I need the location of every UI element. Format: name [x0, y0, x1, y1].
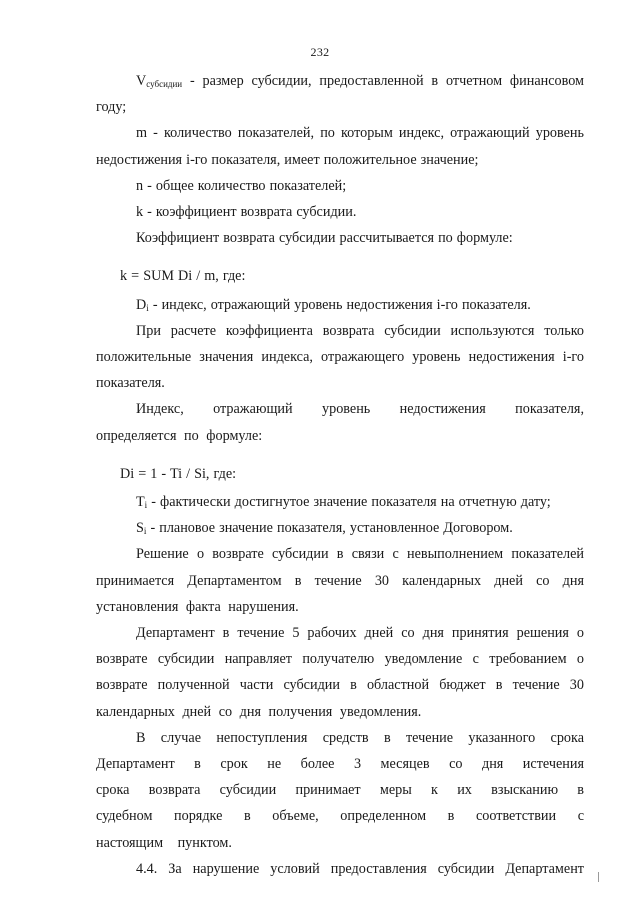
- page-number: 232: [310, 45, 330, 59]
- paragraph-index-intro: Индекс, отражающий уровень недостижения показателя, определяется по формуле:: [96, 401, 584, 444]
- paragraph-s-definition: [96, 515, 584, 541]
- paragraph-d-definition: [96, 292, 584, 318]
- formula-di: Di = 1 - Ti / Si, где:: [120, 465, 237, 482]
- formula-k: k = SUM Di / m, где:: [120, 268, 246, 285]
- d-subscript: i: [146, 302, 149, 313]
- t-definition-text: - фактически достигнутое значение показателя на отчетную дату;: [147, 494, 551, 511]
- t-subscript: i: [144, 500, 148, 511]
- d-definition-text: - индекс, отражающий уровень недостижения i-го показателя.: [148, 296, 531, 313]
- s-symbol: S: [136, 520, 144, 537]
- paragraph-notice: Департамент в течение 5 рабочих дней со дня принятия решения о возврате субсидии направляет получателю уведомление с требованием о возврате полученной части субсидии в областной бюджет в течение 30 календарных дней со дня получения уведомления.: [96, 625, 584, 720]
- s-definition-text: - плановое значение показателя, установленное Договором.: [146, 520, 513, 537]
- paragraph-v-definition: [96, 68, 584, 120]
- v-symbol: V: [136, 73, 147, 89]
- v-subscript: субсидии: [146, 79, 183, 89]
- paragraph-k-intro: Коэффициент возврата субсидии рассчитывается по формуле:: [136, 230, 513, 247]
- document-body: [96, 68, 584, 882]
- t-symbol: T: [136, 494, 145, 511]
- s-subscript: i: [143, 526, 147, 537]
- paragraph-n-definition: n - общее количество показателей;: [136, 177, 347, 194]
- paragraph-nonpayment: В случае непоступления средств в течение указанного срока Департамент в срок не более 3 месяцев со дня истечения срока возврата субсидии принимает меры к их взысканию в судебном порядке в объеме, определенном в соответствии с настоящим пунктом.: [96, 729, 584, 851]
- paragraph-t-definition: [96, 489, 584, 515]
- paragraph-k-definition: k - коэффициент возврата субсидии.: [136, 204, 357, 221]
- paragraph-m-definition: m - количество показателей, по которым индекс, отражающий уровень недостижения i-го показателя, имеет положительное значение;: [96, 125, 584, 168]
- paragraph-decision: Решение о возврате субсидии в связи с невыполнением показателей принимается Департаментом в течение 30 календарных дней со дня установления факта нарушения.: [96, 546, 584, 615]
- scan-mark: [598, 872, 599, 882]
- paragraph-positive-note: При расчете коэффициента возврата субсидии используются только положительные значения индекса, отражающего уровень недостижения i-го показателя.: [96, 322, 584, 392]
- paragraph-clause-4-4: 4.4. За нарушение условий предоставления субсидии Департамент: [136, 860, 584, 877]
- v-definition-text: - размер субсидии, предоставленной в отчетном финансовом году;: [96, 73, 584, 116]
- d-symbol: D: [136, 296, 147, 313]
